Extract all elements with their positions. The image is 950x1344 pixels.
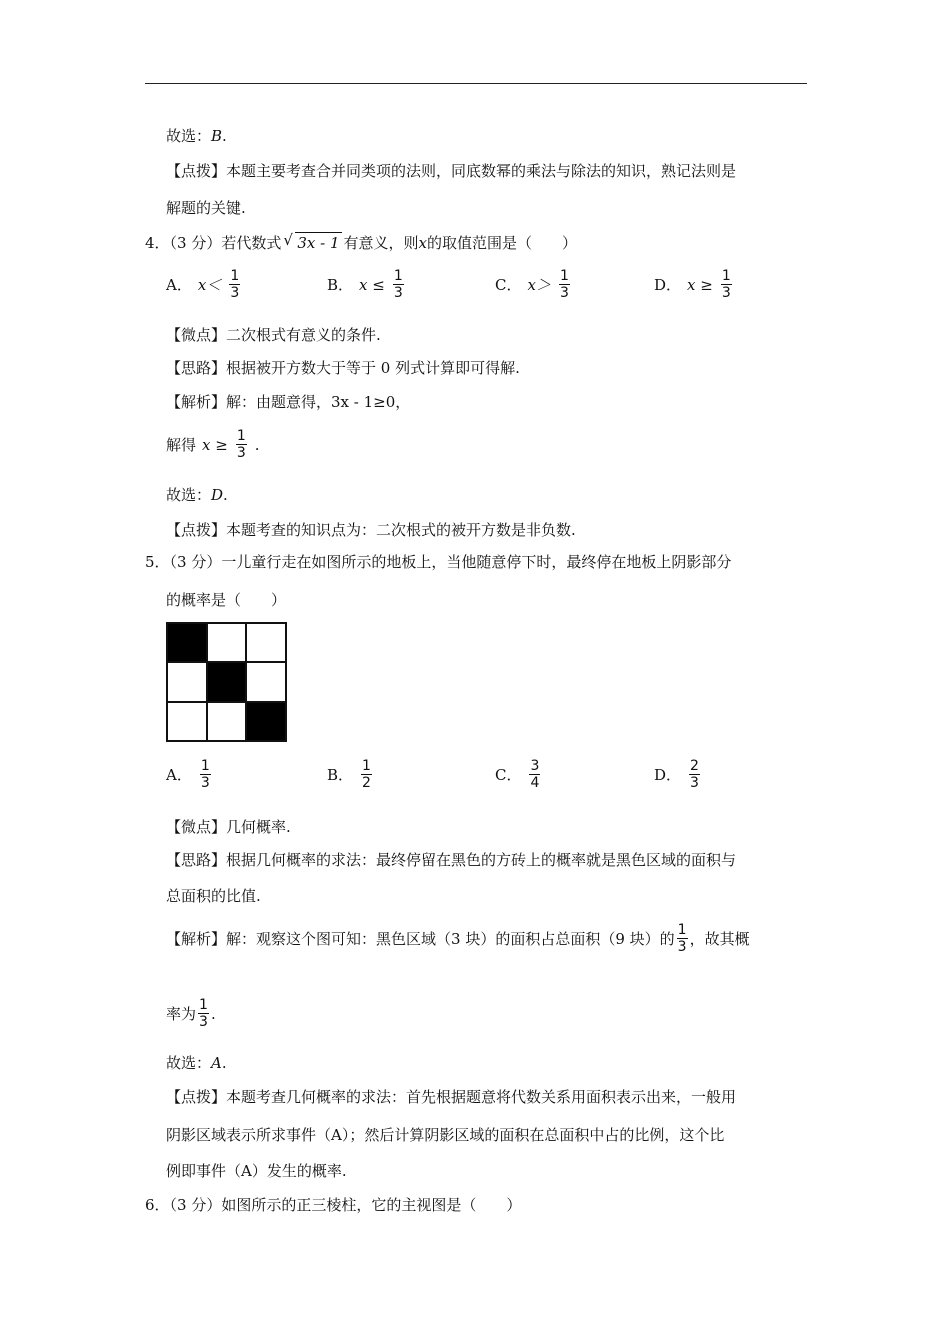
q4-solve: 解得 x ≥ $\frac{1}{3}$ . — [166, 428, 260, 461]
q3-tip-line1: 【点拨】本题主要考查合并同类项的法则，同底数幂的乘法与除法的知识，熟记法则是 — [166, 162, 737, 180]
blank-tile — [246, 623, 286, 662]
shaded-tile — [167, 623, 207, 662]
q5-idea-line2: 总面积的比值. — [166, 887, 261, 905]
q4-stem: 4．（3 分）若代数式 √ 3x - 1 有意义，则x的取值范围是（ ） — [145, 231, 578, 252]
q4-option-d[interactable]: D． x ≥ $\frac{1}{3}$ — [654, 268, 731, 301]
q4-point: 【微点】二次根式有意义的条件. — [166, 326, 381, 344]
blank-tile — [207, 702, 247, 741]
tip-tag: 【点拨】 — [166, 162, 227, 180]
q4-option-c[interactable]: C． x＞ $\frac{1}{3}$ — [495, 268, 569, 301]
q3-tip-line2: 解题的关键. — [166, 199, 246, 217]
blank-tile — [167, 702, 207, 741]
sqrt-expression: √ 3x - 1 — [283, 231, 340, 252]
q5-tip-line3: 例即事件（A）发生的概率. — [166, 1162, 347, 1180]
header-rule — [145, 83, 807, 84]
q6-stem: 6．（3 分）如图所示的正三棱柱，它的主视图是（ ） — [145, 1196, 522, 1214]
blank-tile — [246, 662, 286, 701]
floor-tile-grid — [166, 622, 287, 742]
q3-answer: 故选：B. — [166, 127, 227, 145]
q5-option-c[interactable]: C． $\frac{3}{4}$ — [495, 758, 540, 791]
shaded-tile — [207, 662, 247, 701]
q5-answer: 故选：A. — [166, 1054, 227, 1072]
q5-option-d[interactable]: D． $\frac{2}{3}$ — [654, 758, 699, 791]
q4-option-b[interactable]: B． x ≤ $\frac{1}{3}$ — [327, 268, 403, 301]
q5-stem-line2: 的概率是（ ） — [166, 591, 287, 609]
blank-tile — [167, 662, 207, 701]
q5-option-b[interactable]: B． $\frac{1}{2}$ — [327, 758, 371, 791]
q5-option-a[interactable]: A． $\frac{1}{3}$ — [166, 758, 210, 791]
q4-analysis: 【解析】解：由题意得，3x - 1≥0， — [166, 393, 411, 411]
q5-analysis-line1: 【解析】 解：观察这个图可知：黑色区域（3 块）的面积占总面积（9 块）的 $\frac{1}{3}$ ，故其概 — [166, 922, 750, 955]
q4-tip: 【点拨】本题考查的知识点为：二次根式的被开方数是非负数. — [166, 521, 576, 539]
q5-idea-line1: 【思路】根据几何概率的求法：最终停留在黑色的方砖上的概率就是黑色区域的面积与 — [166, 851, 737, 869]
q5-tip-line1: 【点拨】本题考查几何概率的求法：首先根据题意将代数关系用面积表示出来，一般用 — [166, 1088, 737, 1106]
blank-tile — [207, 623, 247, 662]
shaded-tile — [246, 702, 286, 741]
q4-answer: 故选：D. — [166, 486, 228, 504]
q5-tip-line2: 阴影区域表示所求事件（A）；然后计算阴影区域的面积在总面积中占的比例，这个比 — [166, 1126, 725, 1144]
q4-option-a[interactable]: A． x＜ $\frac{1}{3}$ — [166, 268, 240, 301]
q5-stem-line1: 5．（3 分）一儿童行走在如图所示的地板上，当他随意停下时，最终停在地板上阴影部分 — [145, 553, 732, 571]
q4-idea: 【思路】根据被开方数大于等于 0 列式计算即可得解. — [166, 359, 520, 377]
q5-point: 【微点】几何概率. — [166, 818, 291, 836]
q5-analysis-line2: 率为 $\frac{1}{3}$ . — [166, 997, 216, 1030]
